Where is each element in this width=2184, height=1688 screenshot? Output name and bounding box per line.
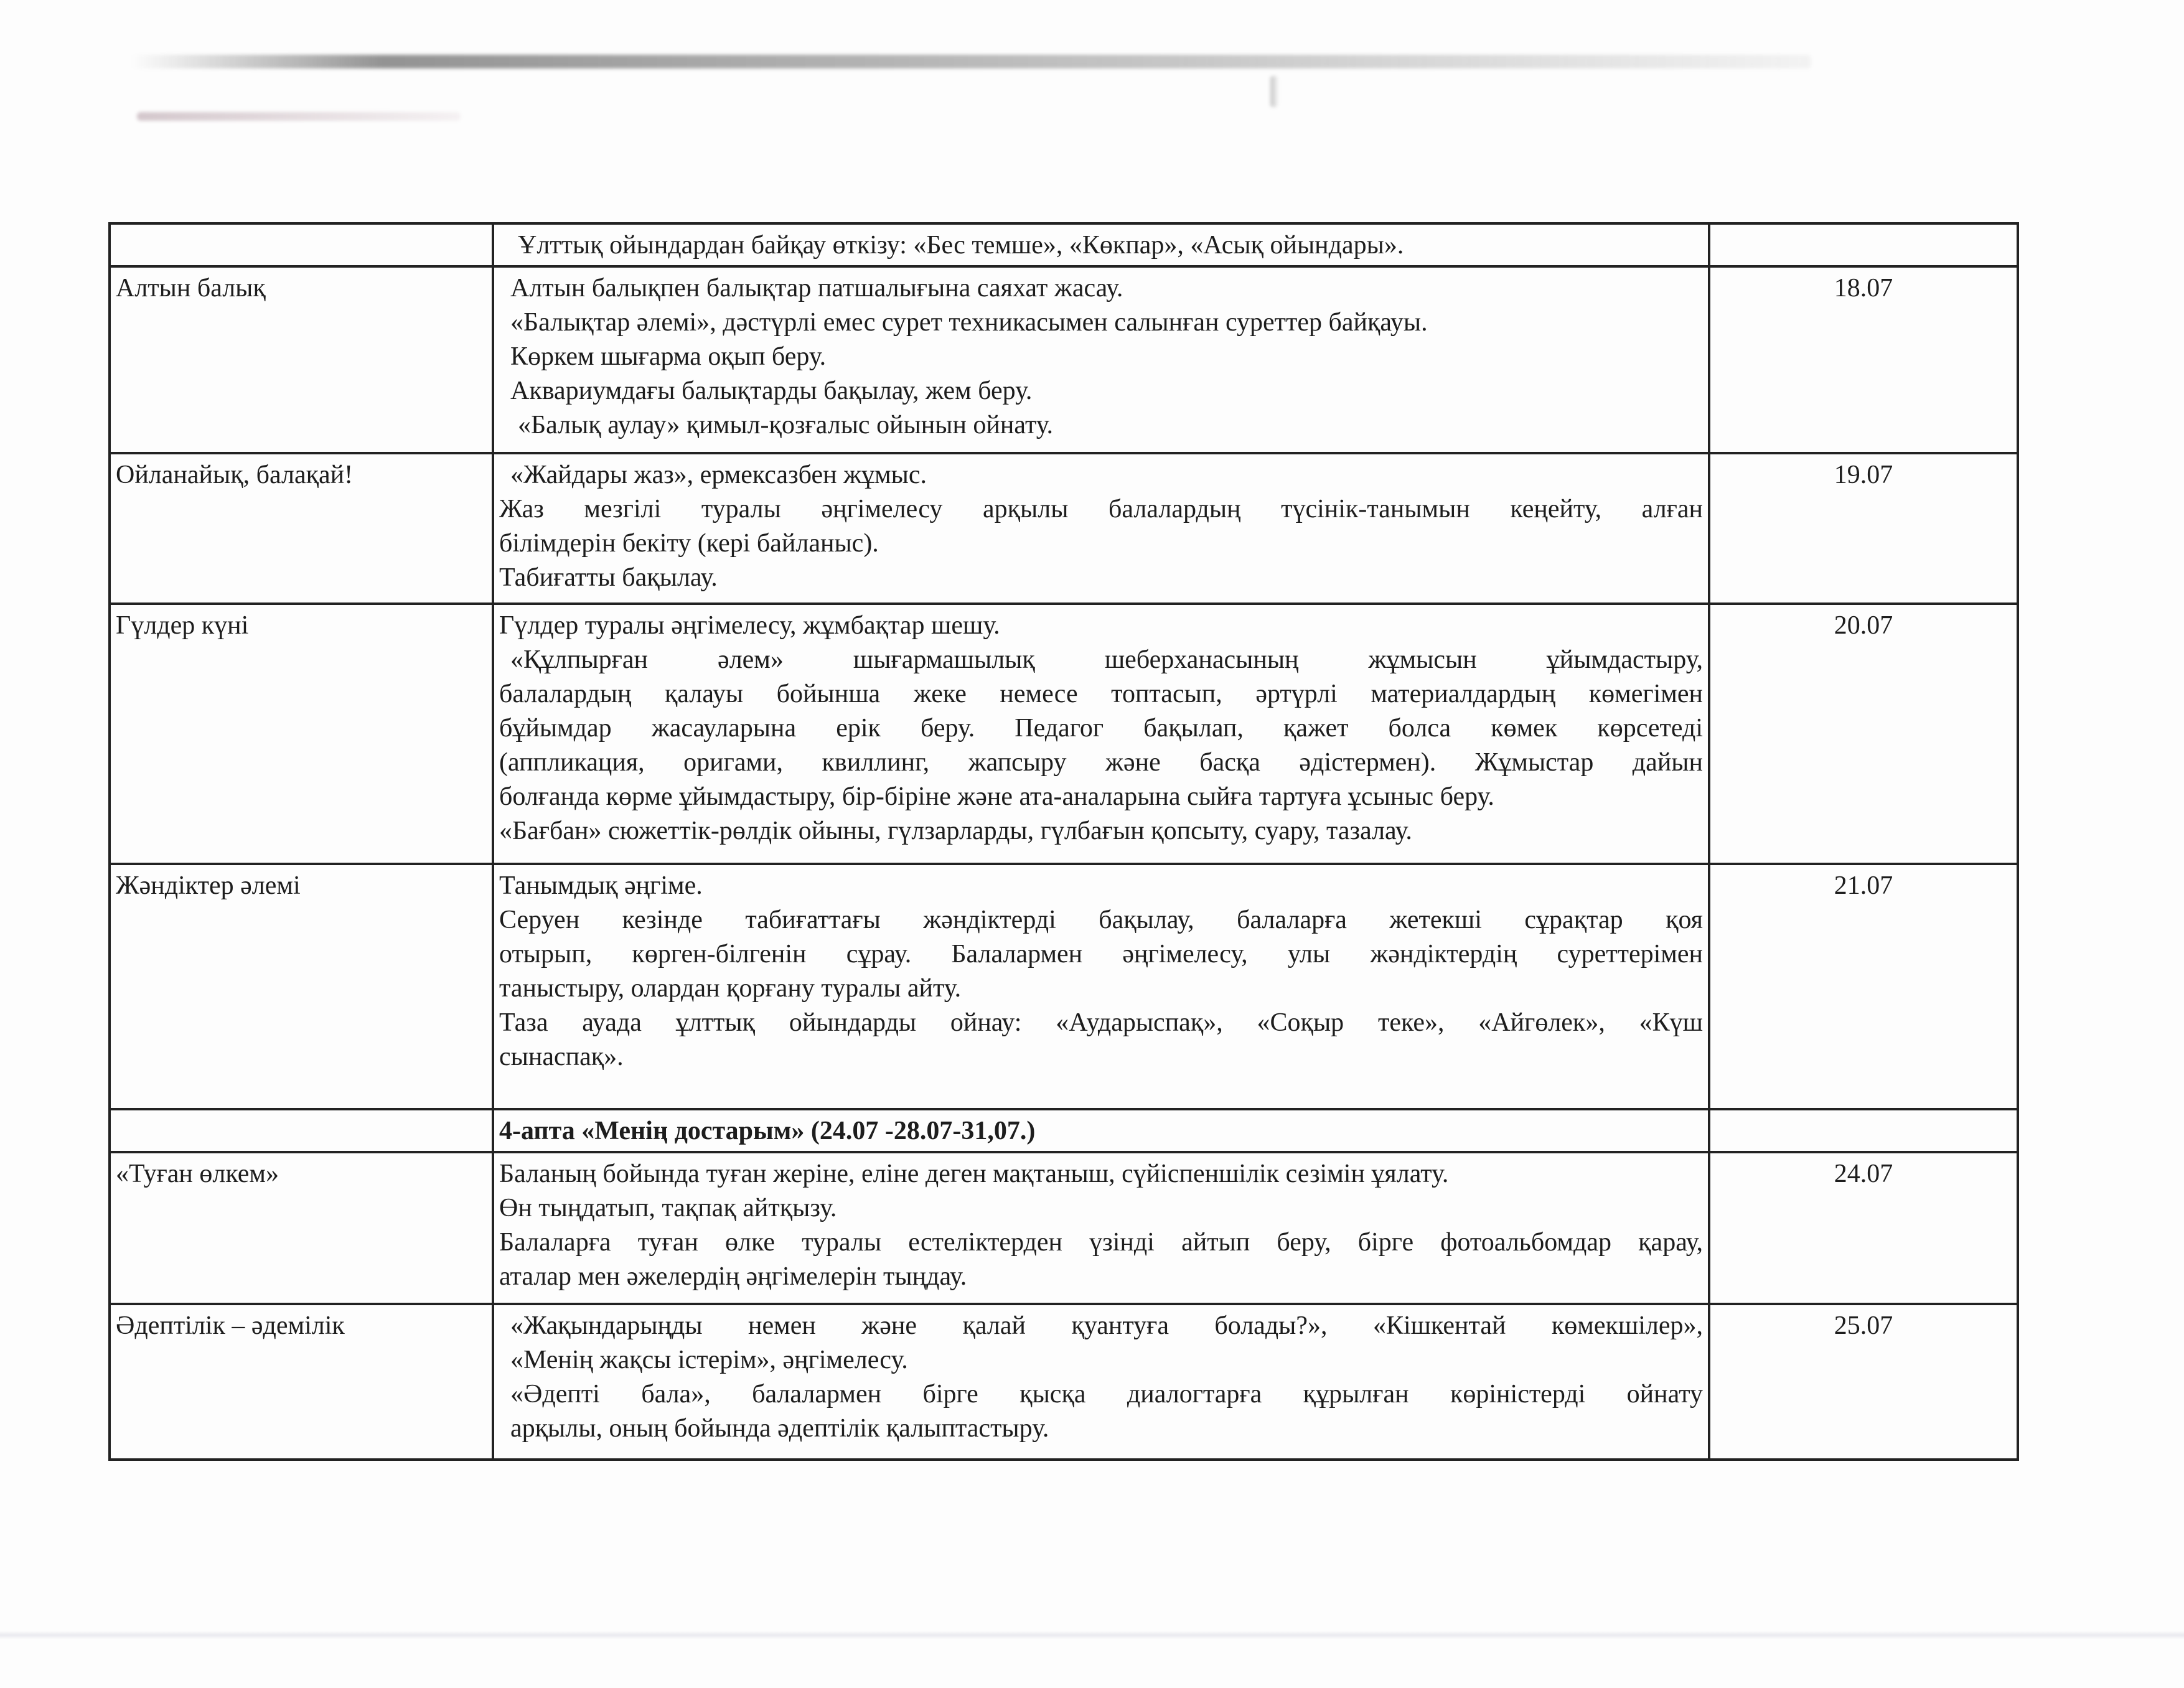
- activity-line: арқылы, оның бойында әдептілік қалыптастыру.: [510, 1414, 1049, 1443]
- table-row: [110, 453, 2018, 604]
- activities-cell: [493, 266, 1709, 453]
- activity-plan-table: [108, 222, 2019, 1461]
- activity-line: Танымдық әңгіме.: [499, 871, 703, 900]
- activities-cell: [493, 1109, 1709, 1152]
- activity-line: Гүлдер туралы әңгімелесу, жұмбақтар шешу.: [499, 611, 1000, 640]
- activity-line: болғанда көрме ұйымдастыру, бір-біріне және ата-аналарына сыйға тартуға ұсыныс беру.: [499, 782, 1494, 811]
- activity-line: Баланың бойында туған жеріне, еліне деген мақтаныш, сүйіспеншілік сезімін ұялату.: [499, 1160, 1449, 1188]
- theme-cell: Жәндіктер әлемі: [110, 864, 493, 1109]
- activity-line: Табиғатты бақылау.: [499, 563, 718, 592]
- activity-line: отырып, көрген-білгенін сұрау. Балалармен әңгімелесу, улы жәндіктердің суреттерімен: [499, 940, 1703, 968]
- activities-cell: [493, 1152, 1709, 1304]
- theme-cell: [110, 223, 493, 266]
- table-row: [110, 1152, 2018, 1304]
- activity-line: Көркем шығарма оқып беру.: [510, 342, 827, 371]
- scan-artifact: [137, 112, 461, 121]
- table-row: [110, 223, 2018, 266]
- activities-cell: [493, 223, 1709, 266]
- activities-cell: [493, 1304, 1709, 1460]
- theme-cell: Әдептілік – әдемілік: [110, 1304, 493, 1460]
- date-cell: 18.07: [1709, 266, 2018, 453]
- theme-cell: Алтын балық: [110, 266, 493, 453]
- activity-line: Балаларға туған өлке туралы естеліктерден үзінді айтып беру, бірге фотоальбомдар қарау,: [499, 1228, 1703, 1257]
- activity-line: «Менің жақсы істерім», әңгімелесу.: [510, 1346, 908, 1374]
- activity-line: «Жақындарыңды немен және қалай қуантуға болады?», «Кішкентай көмекшілер»,: [510, 1311, 1703, 1340]
- activity-line: сынаспақ».: [499, 1043, 624, 1071]
- activities-cell: [493, 604, 1709, 864]
- date-cell: 19.07: [1709, 453, 2018, 604]
- activity-line: таныстыру, олардан қорғану туралы айту.: [499, 974, 962, 1003]
- activity-line: білімдерін бекіту (кері байланыс).: [499, 529, 879, 558]
- activity-line: Өн тыңдатып, тақпақ айтқызу.: [499, 1194, 837, 1222]
- scan-artifact: [131, 55, 1811, 68]
- activity-line: «Әдепті бала», балалармен бірге қысқа диалогтарға құрылған көріністерді ойнату: [510, 1380, 1703, 1409]
- activities-cell: [493, 864, 1709, 1109]
- activity-line: бұйымдар жасауларына ерік беру. Педагог бақылап, қажет болса көмек көрсетеді: [499, 714, 1703, 743]
- scan-artifact: [0, 1631, 2184, 1639]
- table-row: [110, 266, 2018, 453]
- theme-cell: Гүлдер күні: [110, 604, 493, 864]
- activity-line: «Балықтар әлемі», дәстүрлі емес сурет техникасымен салынған суреттер байқауы.: [510, 308, 1428, 337]
- activity-line: балалардың қалауы бойынша жеке немесе топтасып, әртүрлі материалдардың көмегімен: [499, 680, 1703, 708]
- activity-line: (аппликация, оригами, квиллинг, жапсыру және басқа әдістермен). Жұмыстар дайын: [499, 748, 1703, 777]
- activities-cell: [493, 453, 1709, 604]
- activity-line: «Балық аулау» қимыл-қозғалыс ойынын ойнату.: [518, 411, 1054, 439]
- theme-cell: «Туған өлкем»: [110, 1152, 493, 1304]
- activity-line: Жаз мезгілі туралы әңгімелесу арқылы балалардың түсінік-танымын кеңейту, алған: [499, 495, 1703, 523]
- activity-line: «Жайдары жаз», ермексазбен жұмыс.: [510, 461, 927, 489]
- activity-line: Серуен кезінде табиғаттағы жәндіктерді бақылау, балаларға жетекші сұрақтар қоя: [499, 906, 1703, 934]
- date-cell: 20.07: [1709, 604, 2018, 864]
- activity-line: «Бағбан» сюжеттік-рөлдік ойыны, гүлзарларды, гүлбағын қопсыту, суару, тазалау.: [499, 817, 1412, 845]
- table-row: [110, 1109, 2018, 1152]
- table-row: [110, 1304, 2018, 1460]
- theme-cell: [110, 1109, 493, 1152]
- theme-cell: Ойланайық, балақай!: [110, 453, 493, 604]
- scan-artifact: [1270, 76, 1278, 107]
- date-cell: 25.07: [1709, 1304, 2018, 1460]
- activity-line: Таза ауада ұлттық ойындарды ойнау: «Аударыспақ», «Соқыр теке», «Айгөлек», «Күш: [499, 1008, 1703, 1037]
- date-cell: [1709, 1109, 2018, 1152]
- activity-line: Ұлттық ойындардан байқау өткізу: «Бес темше», «Көкпар», «Асық ойындары».: [518, 231, 1404, 260]
- date-cell: 21.07: [1709, 864, 2018, 1109]
- activity-line: Алтын балықпен балықтар патшалығына саяхат жасау.: [510, 274, 1123, 302]
- activity-line: «Құлпырған әлем» шығармашылық шеберханасының жұмысын ұйымдастыру,: [510, 645, 1703, 674]
- week-heading: 4-апта «Менің достарым» (24.07 -28.07-31,07.): [499, 1117, 1036, 1145]
- activity-line: аталар мен әжелердің әңгімелерін тыңдау.: [499, 1262, 967, 1291]
- table-row: [110, 604, 2018, 864]
- date-cell: 24.07: [1709, 1152, 2018, 1304]
- activity-line: Аквариумдағы балықтарды бақылау, жем беру.: [510, 377, 1033, 405]
- date-cell: [1709, 223, 2018, 266]
- table-row: [110, 864, 2018, 1109]
